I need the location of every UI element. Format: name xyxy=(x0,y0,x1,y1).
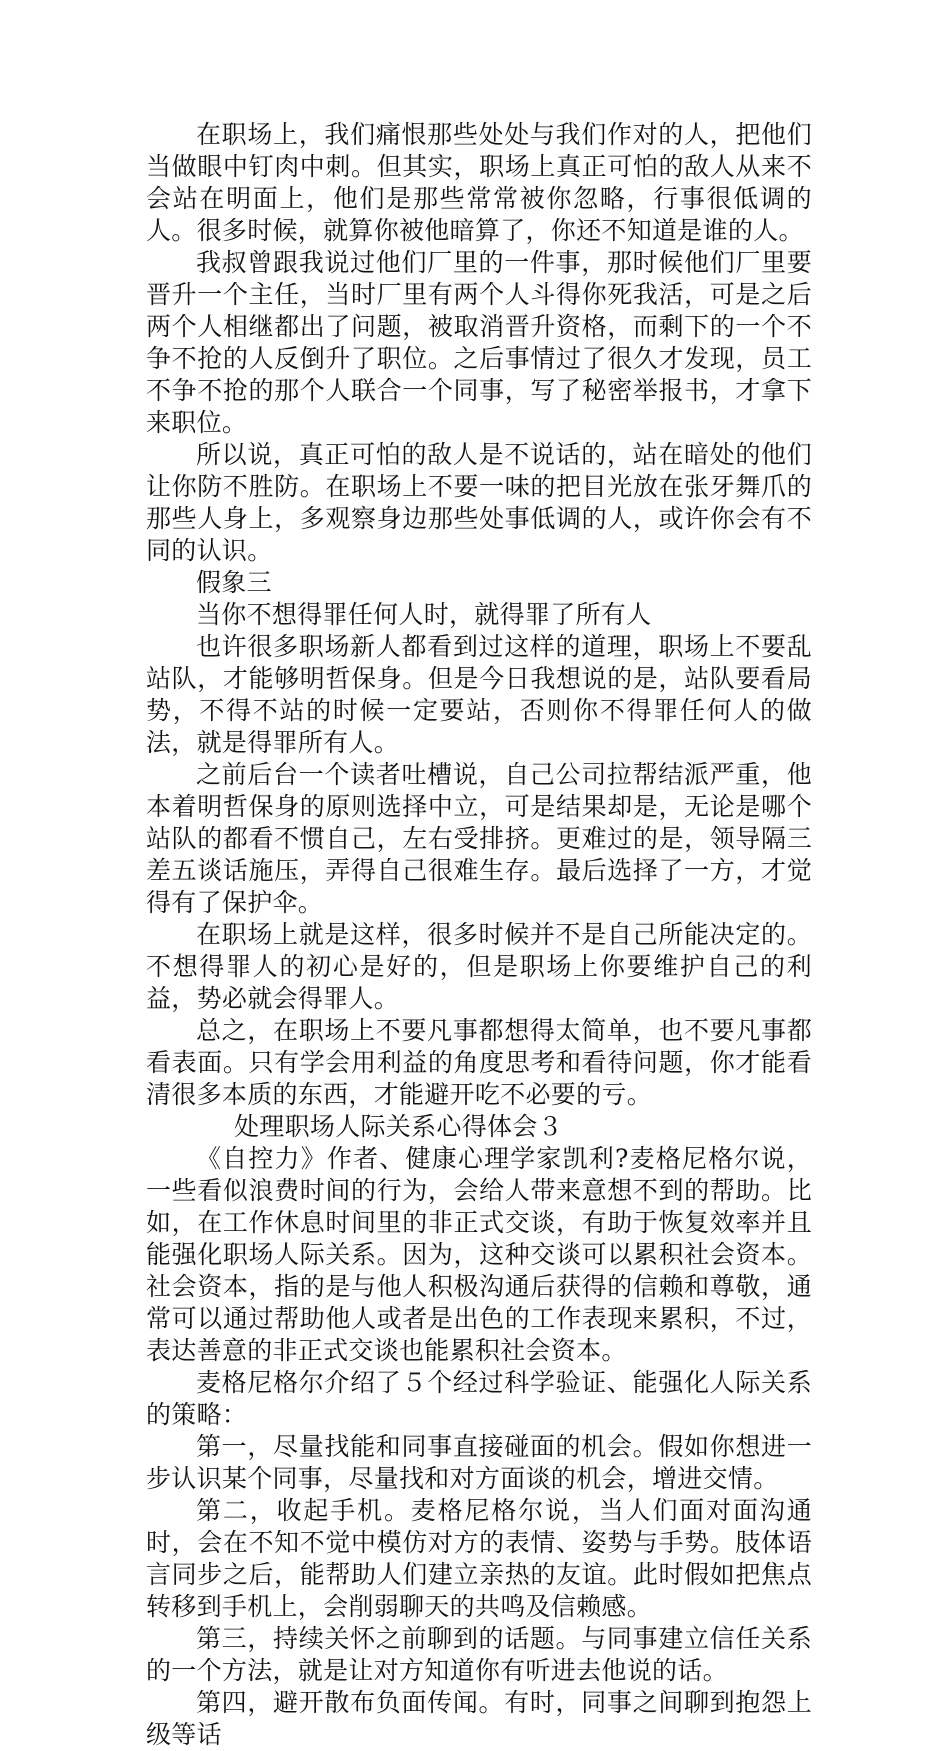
subheading-offend-everyone: 当你不想得罪任何人时，就得罪了所有人 xyxy=(196,600,652,629)
paragraph-4: 也许很多职场新人都看到过这样的道理，职场上不要乱站队，才能够明哲保身。但是今日我想说的是，站队要看局势，不得不站的时候一定要站，否则你不得罪任何人的做法，就是得罪所有人。 xyxy=(146,632,812,757)
paragraph-2: 我叔曾跟我说过他们厂里的一件事，那时候他们厂里要晋升一个主任，当时厂里有两个人斗得你死我活，可是之后两个人相继都出了问题，被取消晋升资格，而剩下的一个不争不抢的人反倒升了职位。之后事情过了很久才发现，员工不争不抢的那个人联合一个同事，写了秘密举报书，才拿下来职位。 xyxy=(146,248,812,437)
paragraph-8: 《自控力》作者、健康心理学家凯利?麦格尼格尔说，一些看似浪费时间的行为，会给人带来意想不到的帮助。比如，在工作休息时间里的非正式交谈，有助于恢复效率并且能强化职场人际关系。因为，这种交谈可以累积社会资本。社会资本，指的是与他人积极沟通后获得的信赖和尊敬，通常可以通过帮助他人或者是出色的工作表现来累积，不过，表达善意的非正式交谈也能累积社会资本。 xyxy=(146,1144,812,1365)
subheading-illusion-three: 假象三 xyxy=(196,568,272,597)
paragraph-6: 在职场上就是这样，很多时候并不是自己所能决定的。不想得罪人的初心是好的，但是职场上你要维护自己的利益，势必就会得罪人。 xyxy=(146,920,812,1013)
document-body xyxy=(146,119,812,1751)
paragraph-1: 在职场上，我们痛恨那些处处与我们作对的人，把他们当做眼中钉肉中刺。但其实，职场上真正可怕的敌人从来不会站在明面上，他们是那些常常被你忽略，行事很低调的人。很多时候，就算你被他暗算了，你还不知道是谁的人。 xyxy=(146,120,812,245)
paragraph-3: 所以说，真正可怕的敌人是不说话的，站在暗处的他们让你防不胜防。在职场上不要一味的把目光放在张牙舞爪的那些人身上，多观察身边那些处事低调的人，或许你会有不同的认识。 xyxy=(146,440,812,565)
paragraph-5: 之前后台一个读者吐槽说，自己公司拉帮结派严重，他本着明哲保身的原则选择中立，可是结果却是，无论是哪个站队的都看不惯自己，左右受排挤。更难过的是，领导隔三差五谈话施压，弄得自己很难生存。最后选择了一方，才觉得有了保护伞。 xyxy=(146,760,812,917)
paragraph-10: 第一，尽量找能和同事直接碰面的机会。假如你想进一步认识某个同事，尽量找和对方面谈的机会，增进交情。 xyxy=(146,1432,812,1493)
paragraph-7: 总之，在职场上不要凡事都想得太简单，也不要凡事都看表面。只有学会用利益的角度思考和看待问题，你才能看清很多本质的东西，才能避开吃不必要的亏。 xyxy=(146,1016,812,1109)
paragraph-11: 第二，收起手机。麦格尼格尔说，当人们面对面沟通时，会在不知不觉中模仿对方的表情、姿势与手势。肢体语言同步之后，能帮助人们建立亲热的友谊。此时假如把焦点转移到手机上，会削弱聊天的共鸣及信赖感。 xyxy=(146,1496,812,1621)
paragraph-12: 第三，持续关怀之前聊到的话题。与同事建立信任关系的一个方法，就是让对方知道你有听进去他说的话。 xyxy=(146,1624,812,1685)
paragraph-9: 麦格尼格尔介绍了５个经过科学验证、能强化人际关系的策略： xyxy=(146,1368,812,1429)
section-heading: 处理职场人际关系心得体会３ xyxy=(234,1112,563,1141)
paragraph-13: 第四，避开散布负面传闻。有时，同事之间聊到抱怨上级等话 xyxy=(146,1688,812,1749)
